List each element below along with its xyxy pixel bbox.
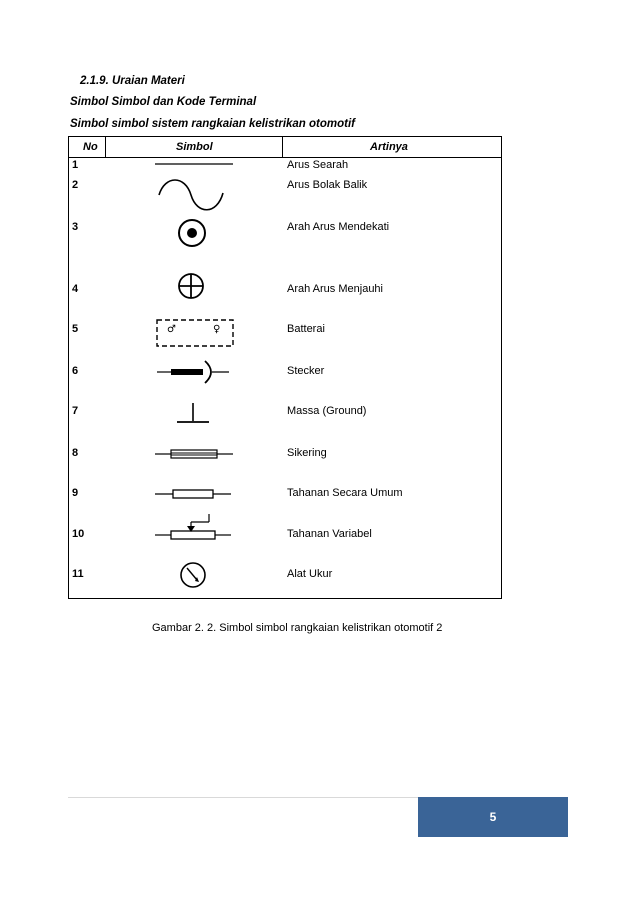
resistor-icon <box>151 487 241 501</box>
dot-in-circle-icon <box>151 217 241 249</box>
table-title: Simbol simbol sistem rangkaian kelistrikan otomotif <box>70 118 356 130</box>
row-number: 2 <box>72 179 79 191</box>
svg-text:♂: ♂ <box>167 324 176 335</box>
row-number: 9 <box>72 487 79 499</box>
row-number: 10 <box>72 528 85 540</box>
row-meaning: Tahanan Secara Umum <box>287 487 403 499</box>
row-meaning: Stecker <box>287 365 325 377</box>
row-meaning: Tahanan Variabel <box>287 528 372 540</box>
row-meaning: Arus Bolak Balik <box>287 179 368 191</box>
row-meaning: Batterai <box>287 323 325 335</box>
plug-icon <box>151 357 241 387</box>
header-divider <box>282 137 283 157</box>
row-number: 11 <box>72 568 84 580</box>
sine-wave-icon <box>151 179 241 211</box>
cross-in-circle-icon <box>151 271 241 301</box>
row-number: 6 <box>72 365 79 377</box>
row-meaning: Arus Searah <box>287 159 349 171</box>
row-meaning: Sikering <box>287 447 327 459</box>
battery-icon <box>151 317 241 351</box>
header-divider <box>105 137 106 157</box>
row-meaning: Alat Ukur <box>287 568 333 580</box>
row-number: 3 <box>72 221 79 233</box>
row-meaning: Arah Arus Menjauhi <box>287 283 383 295</box>
page-number-badge <box>418 797 568 837</box>
header-meaning: Artinya <box>370 141 408 153</box>
row-meaning: Massa (Ground) <box>287 405 367 417</box>
row-number: 5 <box>72 323 79 335</box>
svg-text:♀: ♀ <box>213 324 221 335</box>
fuse-icon <box>151 447 241 461</box>
table-header <box>69 137 501 158</box>
ground-icon <box>151 401 241 427</box>
row-number: 7 <box>72 405 79 417</box>
meter-icon <box>151 560 241 590</box>
header-symbol: Simbol <box>176 141 213 153</box>
subtitle-heading: Simbol Simbol dan Kode Terminal <box>70 96 257 108</box>
row-number: 8 <box>72 447 79 459</box>
straight-line-icon <box>151 161 241 169</box>
variable-resistor-icon <box>151 510 241 544</box>
section-heading: 2.1.9. Uraian Materi <box>80 75 185 87</box>
header-no: No <box>83 141 98 153</box>
row-meaning: Arah Arus Mendekati <box>287 221 390 233</box>
figure-caption: Gambar 2. 2. Simbol simbol rangkaian kelistrikan otomotif 2 <box>152 622 443 634</box>
page-number: 5 <box>489 810 497 824</box>
row-number: 1 <box>72 159 79 171</box>
symbols-table <box>68 136 502 599</box>
row-number: 4 <box>72 283 79 295</box>
